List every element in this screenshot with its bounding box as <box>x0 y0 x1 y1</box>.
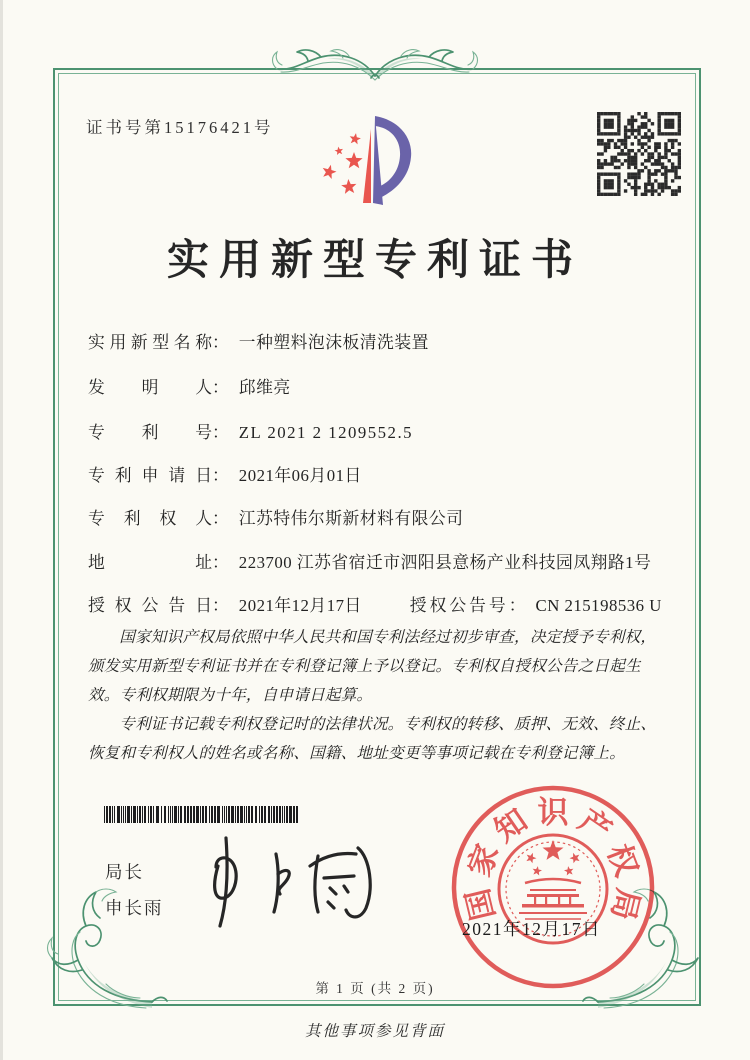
page-indicator: 第 1 页 (共 2 页) <box>315 981 435 996</box>
field-label: 实用新型名称 <box>88 333 212 352</box>
field-colon: ： <box>508 596 526 615</box>
field-row-filing-date <box>88 462 362 486</box>
back-note: 其他事项参见背面 <box>304 1023 445 1040</box>
field-row-inventor <box>88 374 291 398</box>
signature-icon <box>190 826 405 936</box>
field-colon: ： <box>212 596 229 615</box>
star-icon <box>350 133 361 144</box>
field-colon: ： <box>212 466 229 485</box>
field-label: 地址 <box>88 553 212 572</box>
star-icon <box>345 152 362 168</box>
scan-edge <box>0 0 3 1060</box>
field-row-grant <box>88 592 662 616</box>
field-row-patent-no <box>88 419 413 443</box>
grant-number-group <box>410 596 662 615</box>
field-label: 授权公告号 <box>409 596 509 615</box>
field-colon: ： <box>212 378 229 397</box>
legal-text-block <box>88 623 668 768</box>
field-value: 223700 江苏省宿迁市泗阳县意杨产业科技园凤翔路1号 <box>238 553 652 572</box>
qr-code <box>597 112 681 196</box>
star-icon <box>323 165 337 179</box>
field-value: 2021年12月17日 <box>238 596 362 615</box>
field-value: 江苏特伟尔斯新材料有限公司 <box>238 509 464 528</box>
field-label: 发明人 <box>88 378 212 397</box>
field-colon: ： <box>212 553 229 572</box>
field-row-name <box>88 329 429 353</box>
official-seal <box>447 781 659 993</box>
field-value: 2021年06月01日 <box>238 466 362 485</box>
legal-paragraph: 专利证书记载专利权登记时的法律状况。专利权的转移、质押、无效、终止、恢复和专利权人的姓名或名称、国籍、地址变更等事项记载在专利登记簿上。 <box>88 716 657 762</box>
field-colon: ： <box>212 423 229 442</box>
star-icon <box>341 179 356 194</box>
field-row-address <box>88 549 651 573</box>
field-label: 专利权人 <box>88 509 212 528</box>
cnipa-logo-icon <box>303 110 443 230</box>
field-colon: ： <box>212 333 229 352</box>
certificate-title: 实用新型专利证书 <box>166 238 583 284</box>
commissioner-name: 申长雨 <box>105 898 164 918</box>
field-colon: ： <box>212 509 229 528</box>
field-value: 一种塑料泡沫板清洗装置 <box>238 333 429 352</box>
field-label: 授权公告日 <box>88 596 212 615</box>
star-icon <box>335 147 344 155</box>
field-label: 专利申请日 <box>88 466 212 485</box>
legal-paragraph: 国家知识产权局依照中华人民共和国专利法经过初步审查，决定授予专利权，颁发实用新型专利证书并在专利登记簿上予以登记。专利权自授权公告之日起生效。专利权期限为十年，自申请日起算。 <box>88 629 657 704</box>
barcode <box>104 806 302 823</box>
field-label: 专利号 <box>88 423 212 442</box>
seal-text: 国家知识产权局 <box>459 794 647 924</box>
commissioner-title: 局长 <box>105 862 144 882</box>
certificate-number: 证书号第15176421号 <box>86 118 274 137</box>
seal-date: 2021年12月17日 <box>462 919 601 939</box>
field-value: 邱维亮 <box>238 378 291 397</box>
field-row-patentee <box>88 505 463 529</box>
field-value: CN 215198536 U <box>535 596 662 615</box>
field-value: ZL 2021 2 1209552.5 <box>238 423 414 442</box>
